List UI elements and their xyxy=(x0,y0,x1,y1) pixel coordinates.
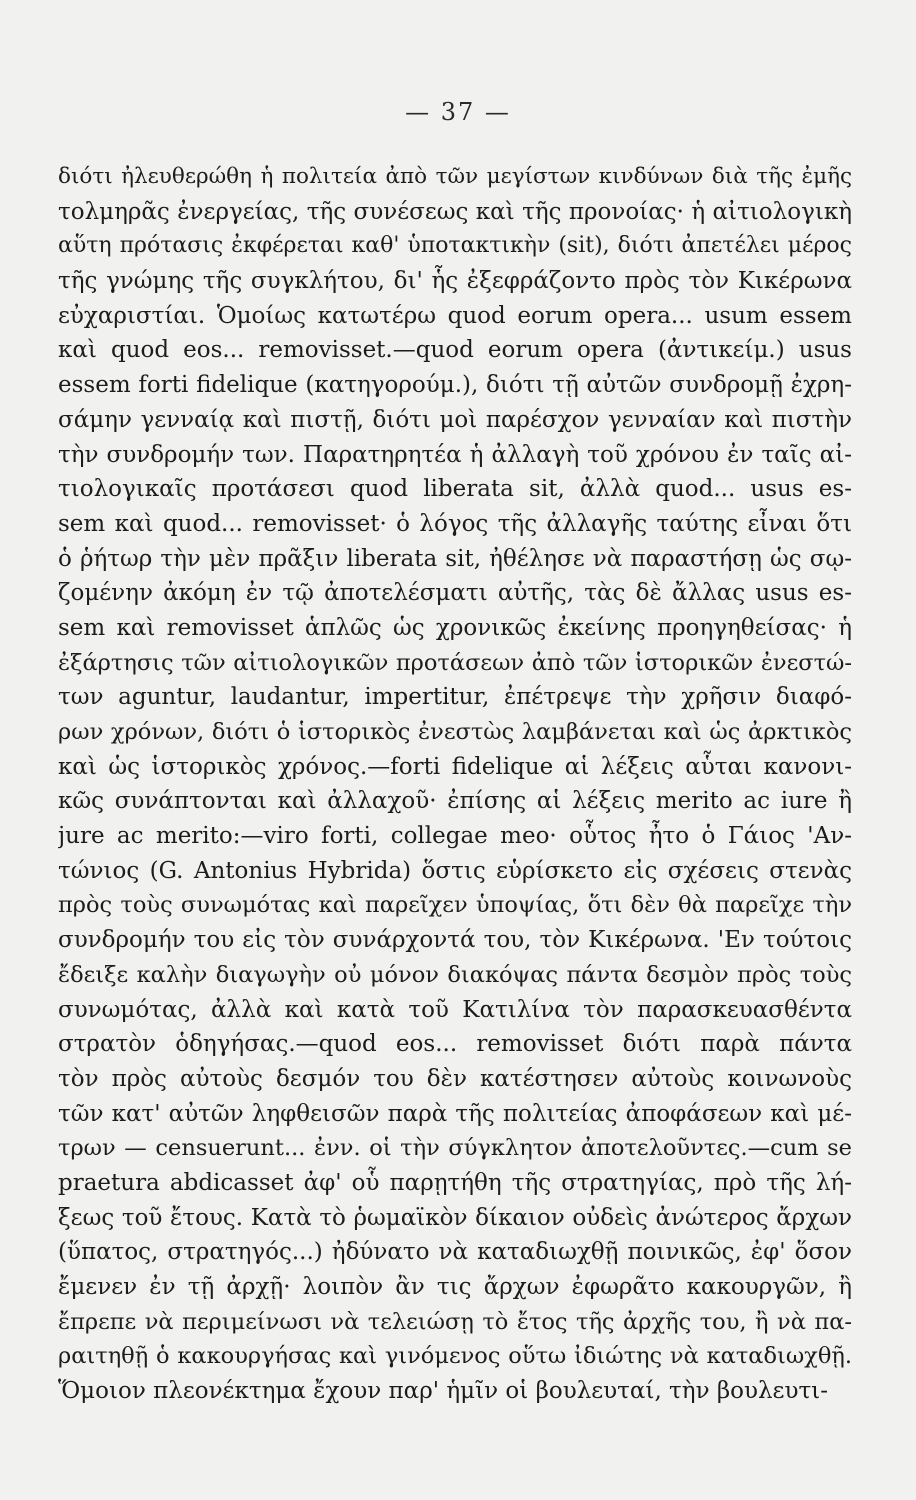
text-line: τῶν κατ' αὐτῶν ληφθεισῶν παρὰ τῆς πολιτείας ἀποφάσεων καὶ μέ- xyxy=(58,1100,852,1127)
text-line: sem καὶ removisset ἁπλῶς ὡς χρονικῶς ἐκείνης προηγηθείσας· ἡ xyxy=(58,614,852,641)
text-line: ὁ ῥήτωρ τὴν μὲν πρᾶξιν liberata sit, ἠθέλησε νὰ παραστήσῃ ὡς σῳ- xyxy=(58,545,852,572)
text-line: τὸν πρὸς αὐτοὺς δεσμόν του δὲν κατέστησεν αὐτοὺς κοινωνοὺς xyxy=(58,1065,852,1092)
text-line: διότι ἠλευθερώθη ἡ πολιτεία ἀπὸ τῶν μεγίστων κινδύνων διὰ τῆς ἐμῆς xyxy=(58,164,852,189)
body-text xyxy=(58,160,852,1409)
text-line: καὶ ὡς ἱστορικὸς χρόνος.—forti fidelique αἱ λέξεις αὗται κανονι- xyxy=(58,753,852,780)
text-line: τρων — censuerunt... ἐνν. οἱ τὴν σύγκλητον ἀποτελοῦντες.—cum se xyxy=(58,1135,852,1162)
text-line: στρατὸν ὁδηγήσας.—quod eos... removisset διότι παρὰ πάντα xyxy=(58,1031,852,1058)
text-line: ἔδειξε καλὴν διαγωγὴν οὐ μόνον διακόψας πάντα δεσμὸν πρὸς τοὺς xyxy=(58,961,852,988)
text-line: τιολογικαῖς προτάσεσι quod liberata sit, ἀλλὰ quod... usus es- xyxy=(58,476,852,503)
text-line: των aguntur, laudantur, impertitur, ἐπέτρεψε τὴν χρῆσιν διαφό- xyxy=(58,684,852,711)
text-line: praetura abdicasset ἀφ' οὗ παρῃτήθη τῆς στρατηγίας, πρὸ τῆς λή- xyxy=(58,1169,852,1196)
page-number: — 37 — xyxy=(405,98,511,126)
text-line: essem forti fidelique (κατηγορούμ.), διότι τῇ αὐτῶν συνδρομῇ ἐχρη- xyxy=(58,372,852,399)
text-line: jure ac merito:—viro forti, collegae meo· οὗτος ἦτο ὁ Γάιος 'Αν- xyxy=(58,823,852,850)
text-line: κῶς συνάπτονται καὶ ἀλλαχοῦ· ἐπίσης αἱ λέξεις merito ac iure ἢ xyxy=(58,788,852,815)
text-line: ζομένην ἀκόμη ἐν τῷ ἀποτελέσματι αὐτῆς, τὰς δὲ ἄλλας usus es- xyxy=(58,580,852,607)
text-line: ραιτηθῇ ὁ κακουργήσας καὶ γινόμενος οὕτω ἰδιώτης νὰ καταδιωχθῇ. xyxy=(58,1343,852,1370)
text-line: συνδρομήν του εἰς τὸν συνάρχοντά του, τὸν Κικέρωνα. 'Εν τούτοις xyxy=(58,927,852,954)
text-line: τὴν συνδρομήν των. Παρατηρητέα ἡ ἀλλαγὴ τοῦ χρόνου ἐν ταῖς αἰ- xyxy=(58,441,852,468)
text-line: ξεως τοῦ ἔτους. Κατὰ τὸ ῥωμαϊκὸν δίκαιον οὐδεὶς ἀνώτερος ἄρχων xyxy=(58,1204,852,1231)
text-line: ἔμενεν ἐν τῇ ἀρχῇ· λοιπὸν ἂν τις ἄρχων ἐφωρᾶτο κακουργῶν, ἢ xyxy=(58,1274,852,1300)
text-line: εὐχαριστίαι. Ὁμοίως κατωτέρω quod eorum opera... usum essem xyxy=(58,302,852,329)
text-line: (ὕπατος, στρατηγός...) ἠδύνατο νὰ καταδιωχθῇ ποινικῶς, ἐφ' ὅσον xyxy=(58,1239,852,1266)
text-line: σάμην γενναίᾳ καὶ πιστῇ, διότι μοὶ παρέσχον γενναίαν καὶ πιστὴν xyxy=(58,406,852,433)
text-line: συνωμότας, ἀλλὰ καὶ κατὰ τοῦ Κατιλίνα τὸν παρασκευασθέντα xyxy=(58,996,852,1023)
text-line: αὕτη πρότασις ἐκφέρεται καθ' ὑποτακτικὴν (sit), διότι ἀπετέλει μέρος xyxy=(58,233,852,259)
text-line: ἐξάρτησις τῶν αἰτιολογικῶν προτάσεων ἀπὸ τῶν ἱστορικῶν ἐνεστώ- xyxy=(58,649,852,676)
text-line: τῆς γνώμης τῆς συγκλήτου, δι' ἧς ἐξεφράζοντο πρὸς τὸν Κικέρωνα xyxy=(58,268,852,295)
text-line: sem καὶ quod... removisset· ὁ λόγος τῆς ἀλλαγῆς ταύτης εἶναι ὅτι xyxy=(58,510,852,537)
text-line: τώνιος (G. Antonius Hybrida) ὅστις εὑρίσκετο εἰς σχέσεις στενὰς xyxy=(58,857,852,884)
text-line: καὶ quod eos... removisset.—quod eorum opera (ἀντικείμ.) usus xyxy=(58,337,852,364)
text-line: Ὅμοιον πλεονέκτημα ἔχουν παρ' ἡμῖν οἱ βουλευταί, τὴν βουλευτι- xyxy=(58,1378,828,1405)
text-line: ρων χρόνων, διότι ὁ ἱστορικὸς ἐνεστὼς λαμβάνεται καὶ ὡς ἀρκτικὸς xyxy=(58,719,852,745)
text-line: ἔπρεπε νὰ περιμείνωσι νὰ τελειώσῃ τὸ ἔτος τῆς ἀρχῆς του, ἢ νὰ πα- xyxy=(58,1308,852,1335)
text-line: πρὸς τοὺς συνωμότας καὶ παρεῖχεν ὑποψίας, ὅτι δὲν θὰ παρεῖχε τὴν xyxy=(58,892,852,919)
text-line: τολμηρᾶς ἐνεργείας, τῆς συνέσεως καὶ τῆς προνοίας· ἡ αἰτιολογικὴ xyxy=(58,198,852,225)
